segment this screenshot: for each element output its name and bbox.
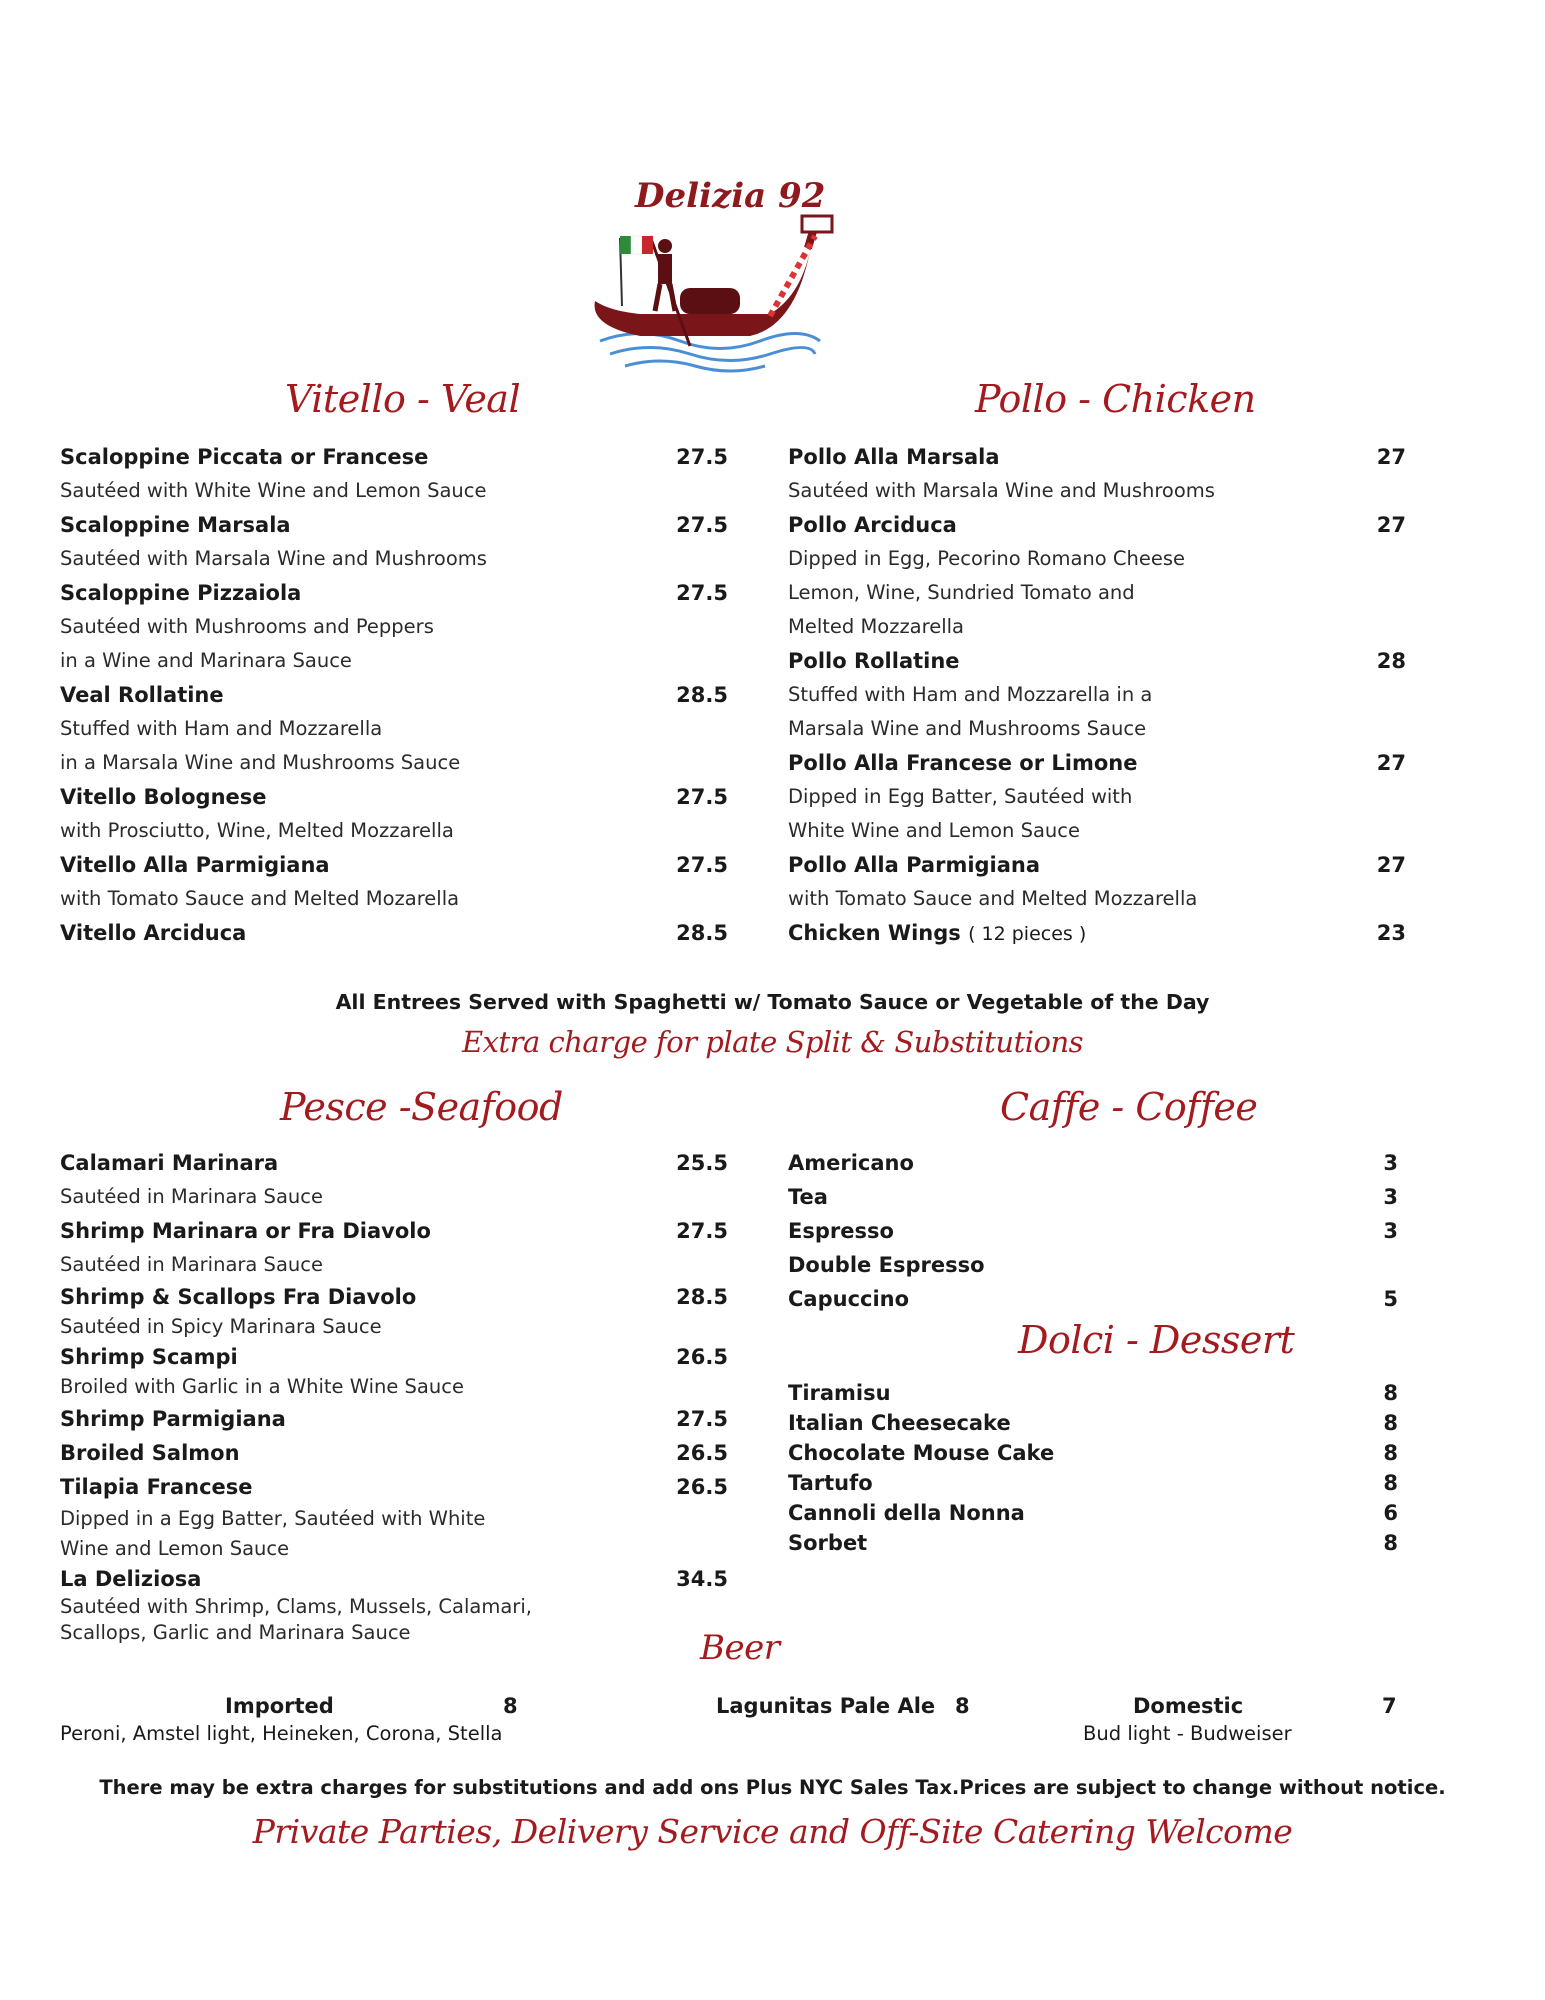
menu-item: Pollo Alla Francese or Limone 27 [788,751,1406,775]
menu-item: Vitello Alla Parmigiana 27.5 [60,853,728,877]
menu-item: Vitello Bolognese 27.5 [60,785,728,809]
item-description: Stuffed with Ham and Mozzarella in a [788,683,1153,706]
menu-item: Sorbet 8 [788,1531,1398,1555]
menu-item: Pollo Arciduca 27 [788,513,1406,537]
menu-item: Scaloppine Marsala 27.5 [60,513,728,537]
menu-item: Capuccino 5 [788,1287,1398,1311]
seafood-list [60,1146,728,1646]
dessert-list [788,1378,1398,1558]
menu-item: Veal Rollatine 28.5 [60,683,728,707]
menu-item: Americano 3 [788,1151,1398,1175]
item-description: Sautéed with Mushrooms and Peppers [60,615,434,638]
entrees-note: All Entrees Served with Spaghetti w/ Tomato Sauce or Vegetable of the Day [335,990,1210,1014]
chicken-section-title: Pollo - Chicken [975,377,1256,421]
restaurant-logo [580,176,840,386]
item-description: in a Marsala Wine and Mushrooms Sauce [60,751,461,774]
veal-section-title: Vitello - Veal [285,377,521,421]
item-description: Marsala Wine and Mushrooms Sauce [788,717,1147,740]
menu-item: Broiled Salmon 26.5 [60,1441,728,1465]
beer-lagunitas-label: Lagunitas Pale Ale [716,1694,936,1718]
menu-item: Espresso 3 [788,1219,1398,1243]
item-description: Sautéed with Shrimp, Clams, Mussels, Calamari, [60,1595,532,1618]
item-description: Dipped in Egg Batter, Sautéed with [788,785,1133,808]
item-description: with Tomato Sauce and Melted Mozzarella [788,887,1198,910]
item-description: Wine and Lemon Sauce [60,1537,290,1560]
coffee-list [788,1146,1398,1316]
gondolier-gondola-icon [580,176,840,386]
menu-item: Shrimp Scampi 26.5 [60,1345,728,1369]
item-description: Sautéed with White Wine and Lemon Sauce [60,479,487,502]
menu-item: La Deliziosa 34.5 [60,1567,728,1591]
footer-tagline: Private Parties, Delivery Service and Off-Site Catering Welcome [252,1812,1293,1851]
item-description: in a Wine and Marinara Sauce [60,649,352,672]
item-description: White Wine and Lemon Sauce [788,819,1081,842]
menu-item: Calamari Marinara 25.5 [60,1151,728,1175]
item-description: Sautéed in Marinara Sauce [60,1185,323,1208]
item-description: Sautéed with Marsala Wine and Mushrooms [60,547,487,570]
menu-item: Scaloppine Pizzaiola 27.5 [60,581,728,605]
menu-item: Pollo Alla Parmigiana 27 [788,853,1406,877]
menu-item: Shrimp Parmigiana 27.5 [60,1407,728,1431]
menu-item: Pollo Rollatine 28 [788,649,1406,673]
dessert-section-title: Dolci - Dessert [1018,1318,1295,1362]
item-description: Dipped in Egg, Pecorino Romano Cheese [788,547,1186,570]
item-description: Sautéed in Spicy Marinara Sauce [60,1315,382,1338]
menu-item: Tilapia Francese 26.5 [60,1475,728,1499]
beer-domestic-label: Domestic [1133,1694,1244,1718]
item-description: Scallops, Garlic and Marinara Sauce [60,1621,411,1644]
item-description: Broiled with Garlic in a White Wine Sauce [60,1375,464,1398]
veal-list [60,440,728,950]
menu-item: Tartufo 8 [788,1471,1398,1495]
item-description: with Prosciutto, Wine, Melted Mozzarella [60,819,454,842]
item-description: Melted Mozzarella [788,615,965,638]
menu-item: Shrimp & Scallops Fra Diavolo 28.5 [60,1285,728,1309]
menu-item: Chocolate Mouse Cake 8 [788,1441,1398,1465]
footer-note: There may be extra charges for substitutions and add ons Plus NYC Sales Tax.Prices are subject to change without notice. [99,1776,1446,1799]
menu-item: Scaloppine Piccata or Francese 27.5 [60,445,728,469]
split-note: Extra charge for plate Split & Substitutions [461,1025,1084,1059]
beer-imported-price: 8 [503,1694,518,1718]
menu-item: Vitello Arciduca 28.5 [60,921,728,945]
beer-imported-label: Imported [225,1694,334,1718]
brand-name: Delizia 92 [635,176,826,216]
item-description: Sautéed with Marsala Wine and Mushrooms [788,479,1215,502]
menu-item: Shrimp Marinara or Fra Diavolo 27.5 [60,1219,728,1243]
beer-lagunitas-price: 8 [955,1694,970,1718]
beer-domestic-list: Bud light - Budweiser [1083,1722,1292,1745]
beer-imported-list: Peroni, Amstel light, Heineken, Corona, Stella [60,1722,503,1745]
beer-section-title: Beer [700,1628,780,1668]
menu-item: Tea 3 [788,1185,1398,1209]
item-description: with Tomato Sauce and Melted Mozarella [60,887,460,910]
item-description: Stuffed with Ham and Mozzarella [60,717,383,740]
menu-item: Chicken Wings ( 12 pieces ) 23 [788,921,1406,945]
menu-item: Cannoli della Nonna 6 [788,1501,1398,1525]
menu-item: Double Espresso [788,1253,985,1277]
menu-item: Pollo Alla Marsala 27 [788,445,1406,469]
item-portion: ( 12 pieces ) [968,923,1087,945]
seafood-section-title: Pesce -Seafood [280,1085,563,1129]
item-description: Lemon, Wine, Sundried Tomato and [788,581,1135,604]
menu-item: Italian Cheesecake 8 [788,1411,1398,1435]
item-description: Sautéed in Marinara Sauce [60,1253,323,1276]
chicken-list [788,440,1406,950]
item-description: Dipped in a Egg Batter, Sautéed with White [60,1507,486,1530]
menu-item: Tiramisu 8 [788,1381,1398,1405]
coffee-section-title: Caffe - Coffee [1000,1085,1258,1129]
beer-list [0,1694,1545,1754]
beer-domestic-price: 7 [1382,1694,1397,1718]
